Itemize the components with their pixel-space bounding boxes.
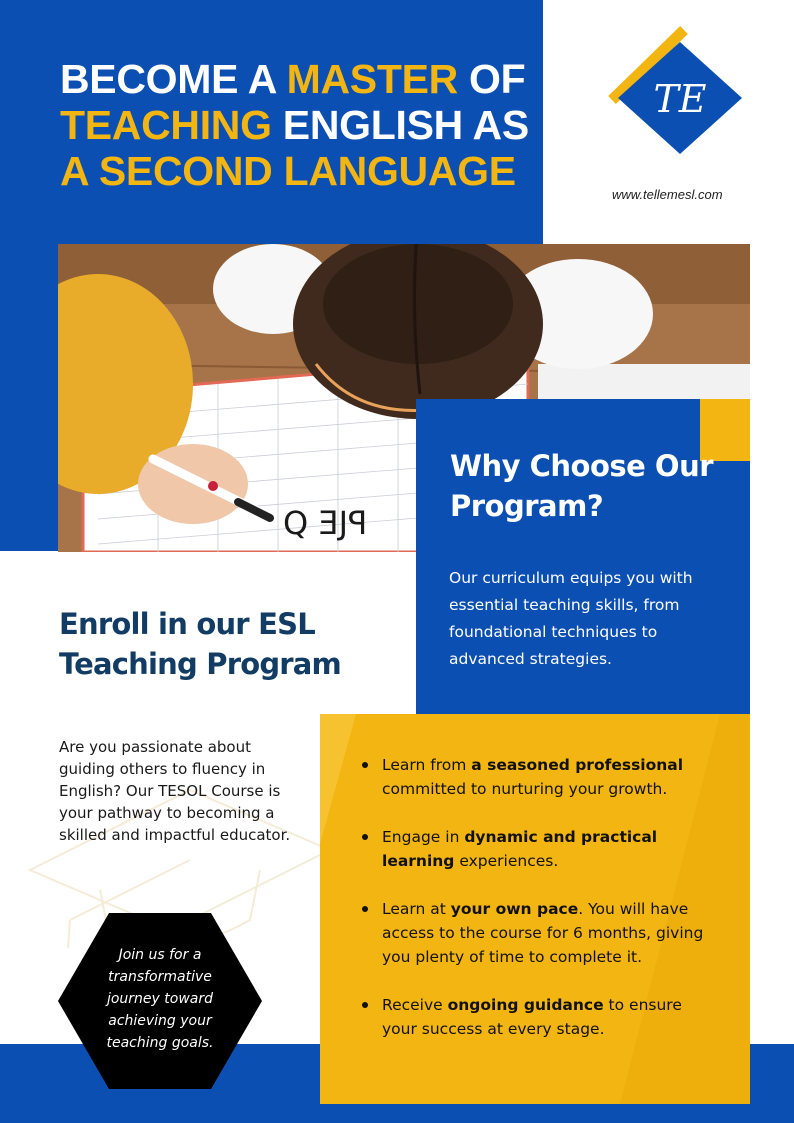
enroll-title: Enroll in our ESL Teaching Program (59, 607, 341, 681)
list-item: Learn from a seasoned professional committed to nurturing your growth. (358, 753, 718, 801)
list-item: Receive ongoing guidance to ensure your success at every stage. (358, 993, 718, 1041)
list-item: Learn at your own pace. You will have access to the course for 6 months, giving you plenty of time to complete it. (358, 897, 718, 969)
page-headline: BECOME A MASTER OF TEACHING ENGLISH AS A SECOND LANGUAGE (60, 56, 529, 194)
website-link[interactable]: www.tellemesl.com (612, 187, 723, 202)
callout-text: Join us for a transformative journey toward achieving your teaching goals. (106, 947, 214, 1051)
why-choose-text: Our curriculum equips you with essential teaching skills, from foundational techniques to advanced strategies. (449, 569, 693, 668)
enroll-intro-text: Are you passionate about guiding others to fluency in English? Our TESOL Course is your pathway to becoming a skilled and impactful educator. (59, 738, 291, 844)
list-item: Engage in dynamic and practical learning experiences. (358, 825, 718, 873)
te-logo-diamond-icon (602, 22, 752, 162)
why-choose-title: Why Choose Our Program? (450, 449, 714, 523)
logo-letters: TE (653, 77, 707, 121)
benefits-list (358, 753, 718, 1065)
photo-handwriting: Q ƎJꟼ (283, 504, 368, 542)
